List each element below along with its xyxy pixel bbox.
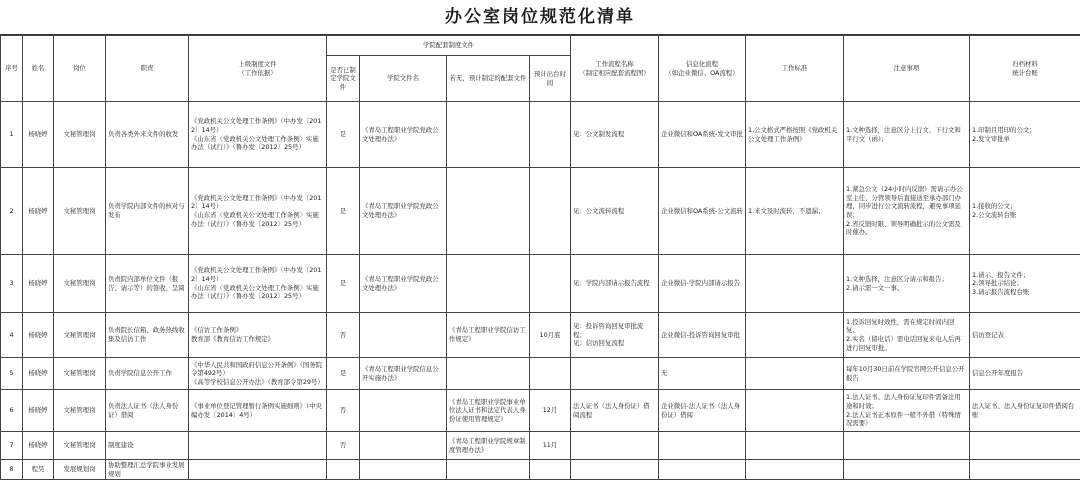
cell-plan-doc: 《青岛工程职业学院信访工作规定》	[447, 313, 530, 358]
cell-post: 文秘管理岗	[54, 432, 106, 460]
cell-plan-doc	[447, 358, 530, 390]
header-plan-doc: 若无，预计制定的配套文件	[447, 56, 530, 102]
cell-post: 文秘管理岗	[54, 255, 106, 313]
cell-plan-doc	[447, 102, 530, 168]
header-seq: 序号	[1, 36, 23, 102]
cell-flow	[571, 358, 659, 390]
cell-post: 发展规划岗	[54, 460, 106, 480]
cell-plan-time	[530, 102, 571, 168]
cell-school-doc-name	[360, 313, 447, 358]
table-row	[1, 390, 1080, 432]
cell-seq: 7	[1, 432, 23, 460]
cell-plan-doc	[447, 255, 530, 313]
cell-school-doc-name	[360, 432, 447, 460]
cell-post: 文秘管理岗	[54, 390, 106, 432]
cell-plan-doc	[447, 168, 530, 255]
cell-name: 杨晓婷	[23, 313, 54, 358]
cell-archive	[970, 460, 1080, 480]
cell-notes: 每年10月30日前在学院官网公开信息公开报告	[844, 358, 970, 390]
cell-info: 企业微信-投诉咨询回复审批	[659, 313, 746, 358]
cell-archive: 1.请示、报告文件； 2.领导批示结论； 3.请示报告流程台账	[970, 255, 1080, 313]
cell-duty: 制度建设	[106, 432, 189, 460]
cell-archive: 法人证书、法人身份证复印件借阅台账	[970, 390, 1080, 432]
cell-flow: 见：公文制发流程	[571, 102, 659, 168]
cell-has-doc	[327, 460, 360, 480]
cell-notes: 1.紧急公文（24小时内反馈）需请示办公室主任、分管领导后直接送至承办部门办理，同步进行公文流转流程，避免事项延误； 2.省反馈时限、领导明确批示的公文需及时催办。	[844, 168, 970, 255]
cell-plan-time: 11月	[530, 432, 571, 460]
cell-duty: 负责学院内部文件的核对与发布	[106, 168, 189, 255]
cell-flow: 见：公文流转流程	[571, 168, 659, 255]
cell-has-doc: 是	[327, 102, 360, 168]
cell-plan-doc: 《青岛工程职业学院规章制度管理办法》	[447, 432, 530, 460]
cell-plan-doc: 《青岛工程职业学院事业单位法人证书和法定代表人身份证使用管理规定》	[447, 390, 530, 432]
cell-upper-doc	[189, 432, 327, 460]
cell-post: 文秘管理岗	[54, 358, 106, 390]
cell-seq: 4	[1, 313, 23, 358]
cell-flow	[571, 460, 659, 480]
cell-standard	[746, 358, 844, 390]
cell-archive: 信访登记表	[970, 313, 1080, 358]
cell-flow	[571, 432, 659, 460]
cell-info	[659, 432, 746, 460]
cell-upper-doc: 《党政机关公文处理工作条例》（中办发〔2012〕14号） 《山东省〈党政机关公文处理工作条例〉实施办法（试行）》（鲁办发〔2012〕25号）	[189, 255, 327, 313]
cell-name: 杨晓婷	[23, 432, 54, 460]
header-school-doc-name: 学院文件名	[360, 56, 447, 102]
cell-duty: 负责院内部单位文件（报告、请示等）的签收、呈阅	[106, 255, 189, 313]
cell-plan-time	[530, 460, 571, 480]
cell-info: 企业微信和OA系统-公文流转	[659, 168, 746, 255]
cell-school-doc-name: 《青岛工程职业学院信息公开实施办法》	[360, 358, 447, 390]
cell-plan-time	[530, 358, 571, 390]
cell-info: 企业微信-学院内部请示报告	[659, 255, 746, 313]
header-plan-time: 预计出台时间	[530, 56, 571, 102]
cell-info: 企业微信和OA系统-发文审批	[659, 102, 746, 168]
cell-info: 企业微信-法人证书（法人身份证）借阅	[659, 390, 746, 432]
cell-standard	[746, 390, 844, 432]
cell-has-doc: 否	[327, 390, 360, 432]
cell-name: 杨晓婷	[23, 390, 54, 432]
cell-school-doc-name	[360, 390, 447, 432]
cell-has-doc: 是	[327, 255, 360, 313]
header-has-doc: 是否已制定学院文件	[327, 56, 360, 102]
table-body	[1, 102, 1080, 480]
cell-archive: 1.印制且用印的公文； 2.发文审批单	[970, 102, 1080, 168]
cell-notes: 1.法人证书、法人身份证复印件需备注用途和时效； 2.法人证书正本原件一般不外借（特殊情况需要）	[844, 390, 970, 432]
header-archive: 归档材料 统计台账	[970, 36, 1080, 102]
cell-plan-time	[530, 255, 571, 313]
header-upper-doc: 上级制度文件 （工作依据）	[189, 36, 327, 102]
table-row	[1, 168, 1080, 255]
cell-seq: 8	[1, 460, 23, 480]
cell-upper-doc: 《事业单位登记管理暂行条例实施细则》（中央编办发〔2014〕4号）	[189, 390, 327, 432]
cell-standard	[746, 432, 844, 460]
cell-seq: 3	[1, 255, 23, 313]
cell-has-doc: 否	[327, 432, 360, 460]
table-row	[1, 102, 1080, 168]
cell-seq: 2	[1, 168, 23, 255]
cell-seq: 6	[1, 390, 23, 432]
cell-post: 文秘管理岗	[54, 102, 106, 168]
cell-school-doc-name: 《青岛工程职业学院党政公文处理办法》	[360, 168, 447, 255]
job-spec-table	[0, 35, 1080, 480]
cell-name: 杨晓婷	[23, 358, 54, 390]
cell-standard: 1.公文格式严格按照《党政机关公文处理工作条例》	[746, 102, 844, 168]
cell-archive: 信息公开年度报告	[970, 358, 1080, 390]
cell-upper-doc: 《党政机关公文处理工作条例》（中办发〔2012〕14号） 《山东省〈党政机关公文处理工作条例〉实施办法（试行）》（鲁办发〔2012〕25号）	[189, 102, 327, 168]
table-row	[1, 358, 1080, 390]
cell-flow: 见：投诉咨询回复审批流程； 见：信访回复流程	[571, 313, 659, 358]
cell-plan-doc	[447, 460, 530, 480]
cell-standard: 1.来文及时流转，不遗漏；	[746, 168, 844, 255]
cell-upper-doc: 《中华人民共和国政府信息公开条例》（国务院令第492号） 《高等学校信息公开办法》（教育部令第29号）	[189, 358, 327, 390]
cell-flow: 见：学院内部请示报告流程	[571, 255, 659, 313]
cell-notes	[844, 432, 970, 460]
cell-plan-time: 10月底	[530, 313, 571, 358]
cell-has-doc: 是	[327, 168, 360, 255]
cell-notes: 1.文种选择，注意区分上行文、下行文和平行文（函）；	[844, 102, 970, 168]
cell-archive: 1.接收的公文； 2.公文流转台账	[970, 168, 1080, 255]
cell-duty: 负责各类外来文件的收发	[106, 102, 189, 168]
cell-name: 杨晓婷	[23, 168, 54, 255]
cell-has-doc: 是	[327, 358, 360, 390]
cell-upper-doc: 《信访工作条例》 教育部《教育信访工作规定》	[189, 313, 327, 358]
table-row	[1, 313, 1080, 358]
cell-notes: 1.文种选择，注意区分请示和报告； 2.请示需一文一事。	[844, 255, 970, 313]
header-standard: 工作标准	[746, 36, 844, 102]
cell-info	[659, 460, 746, 480]
cell-seq: 5	[1, 358, 23, 390]
cell-seq: 1	[1, 102, 23, 168]
cell-duty: 负责学院信息公开工作	[106, 358, 189, 390]
cell-duty: 负责法人证书（法人身份证）借阅	[106, 390, 189, 432]
cell-upper-doc: 《党政机关公文处理工作条例》（中办发〔2012〕14号） 《山东省〈党政机关公文处理工作条例〉实施办法（试行）》（鲁办发〔2012〕25号）	[189, 168, 327, 255]
cell-school-doc-name: 《青岛工程职业学院党政公文处理办法》	[360, 255, 447, 313]
cell-duty: 协助整理汇总学院事业发展规划	[106, 460, 189, 480]
cell-school-doc-name	[360, 460, 447, 480]
cell-duty: 负责院长信箱、政务热线收集及信访工作	[106, 313, 189, 358]
cell-standard	[746, 460, 844, 480]
cell-notes	[844, 460, 970, 480]
cell-flow: 法人证书（法人身份证）借阅流程	[571, 390, 659, 432]
table-row	[1, 432, 1080, 460]
cell-notes: 1.投诉回复时效性，需在规定时间内回复； 2.实名（留电话）需电话回复来电人后再进行回复审批。	[844, 313, 970, 358]
cell-post: 文秘管理岗	[54, 313, 106, 358]
table-row	[1, 460, 1080, 480]
cell-standard	[746, 255, 844, 313]
cell-info: 无	[659, 358, 746, 390]
header-name: 姓名	[23, 36, 54, 102]
cell-has-doc: 否	[327, 313, 360, 358]
page-title: 办公室岗位规范化清单	[0, 0, 1080, 35]
header-flow: 工作流程名称 （制定相应配套流程图）	[571, 36, 659, 102]
header-school-docs-group: 学院配套制度文件	[327, 36, 571, 56]
cell-post: 文秘管理岗	[54, 168, 106, 255]
table-row	[1, 255, 1080, 313]
cell-school-doc-name: 《青岛工程职业学院党政公文处理办法》	[360, 102, 447, 168]
header-info: 信息化流程 （如企业微信、OA流程）	[659, 36, 746, 102]
cell-archive	[970, 432, 1080, 460]
cell-upper-doc	[189, 460, 327, 480]
cell-standard	[746, 313, 844, 358]
header-notes: 注意事项	[844, 36, 970, 102]
cell-plan-time: 12月	[530, 390, 571, 432]
cell-name: 程昊	[23, 460, 54, 480]
cell-name: 杨晓婷	[23, 255, 54, 313]
header-duty: 职责	[106, 36, 189, 102]
cell-name: 杨晓婷	[23, 102, 54, 168]
cell-plan-time	[530, 168, 571, 255]
header-post: 岗位	[54, 36, 106, 102]
